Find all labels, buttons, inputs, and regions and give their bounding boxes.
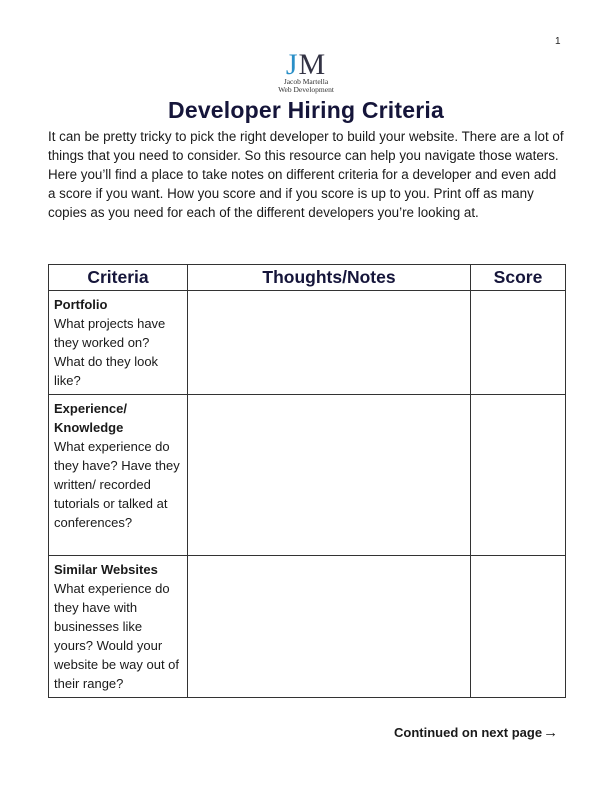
- logo-line-1: Jacob Martella: [283, 77, 329, 86]
- header-criteria: Criteria: [49, 265, 188, 291]
- notes-cell[interactable]: [188, 395, 471, 556]
- table-row: [49, 291, 566, 395]
- criteria-cell: [49, 395, 188, 556]
- table-row: [49, 556, 566, 698]
- criteria-question: What projects have they worked on? What do they look like?: [54, 316, 166, 388]
- criteria-question: What experience do they have? Have they written/ recorded tutorials or talked at conferences?: [54, 439, 180, 530]
- score-cell[interactable]: [471, 556, 566, 698]
- logo-line-2: Web Development: [278, 85, 334, 94]
- score-cell[interactable]: [471, 291, 566, 395]
- arrow-right-icon: →: [543, 724, 559, 741]
- intro-paragraph: It can be pretty tricky to pick the right developer to build your website. There are a lot of things that you need to consider. So this resource can help you navigate those waters. Here you’ll find a place to take notes on different criteria for a developer and even add a score if you want. How you score and if you score is up to you. Print off as many copies as you need for each of the different developers you’re looking at.: [48, 129, 564, 220]
- criteria-question: What experience do they have with businesses like yours? Would your website be way out of their range?: [54, 581, 180, 691]
- logo-initial-m: M: [298, 48, 327, 81]
- notes-cell[interactable]: [188, 556, 471, 698]
- criteria-table: [48, 264, 566, 698]
- logo-initial-j: J: [285, 48, 299, 81]
- page-number: 1: [555, 36, 561, 47]
- criteria-name: Portfolio: [54, 297, 108, 312]
- company-logo: [0, 48, 612, 94]
- table-row: [49, 395, 566, 556]
- criteria-cell: [49, 291, 188, 395]
- notes-cell[interactable]: [188, 291, 471, 395]
- continued-next-page: [394, 724, 558, 741]
- score-cell[interactable]: [471, 395, 566, 556]
- criteria-name: Similar Websites: [54, 562, 158, 577]
- continued-label: Continued on next page: [394, 725, 543, 740]
- criteria-name: Experience/ Knowledge: [54, 401, 127, 435]
- page-title: Developer Hiring Criteria: [168, 97, 444, 123]
- header-thoughts-notes: Thoughts/Notes: [188, 265, 471, 291]
- header-score: Score: [471, 265, 566, 291]
- table-header-row: [49, 265, 566, 291]
- criteria-cell: [49, 556, 188, 698]
- logo-monogram: [0, 48, 612, 81]
